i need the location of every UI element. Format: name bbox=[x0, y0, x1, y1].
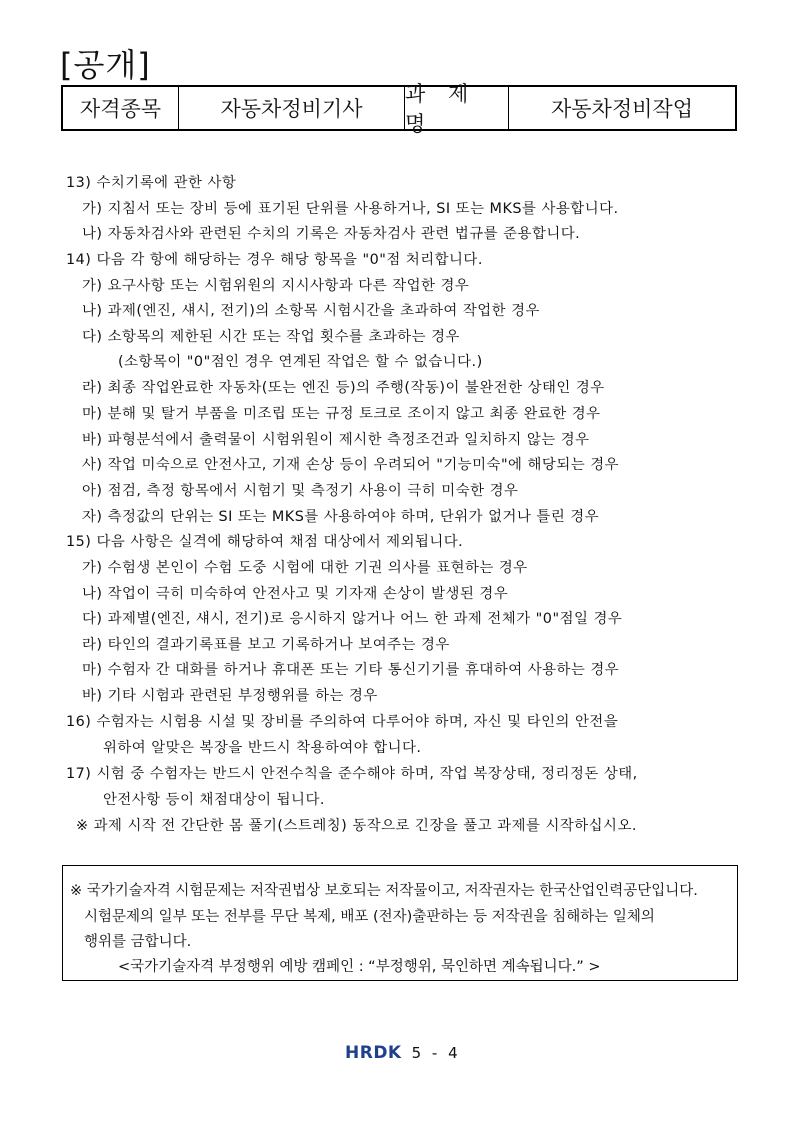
instruction-line: 가) 요구사항 또는 시험위원의 지시사항과 다른 작업한 경우 bbox=[82, 278, 470, 294]
hrdk-logo: HRDK bbox=[345, 1043, 402, 1063]
notice-line: ※ 국가기술자격 시험문제는 저작권법상 보호되는 저작물이고, 저작권자는 한국산업인력공단입니다. bbox=[70, 883, 698, 899]
public-tag: [공개] bbox=[60, 46, 151, 84]
instruction-line: 라) 최종 작업완료한 자동차(또는 엔진 등)의 주행(작동)이 불완전한 상태인 경우 bbox=[82, 380, 605, 396]
notice-line: <국가기술자격 부정행위 예방 캠페인 : “부정행위, 묵인하면 계속됩니다.” > bbox=[118, 959, 601, 975]
copyright-notice-box bbox=[62, 865, 738, 981]
instruction-line: ※ 과제 시작 전 간단한 몸 풀기(스트레칭) 동작으로 긴장을 풀고 과제를 시작하십시오. bbox=[76, 818, 637, 834]
instruction-line: 16) 수험자는 시험용 시설 및 장비를 주의하여 다루어야 하며, 자신 및 타인의 안전을 bbox=[66, 714, 619, 730]
instruction-line: 17) 시험 중 수험자는 반드시 안전수칙을 준수해야 하며, 작업 복장상태, 정리정돈 상태, bbox=[66, 766, 638, 782]
page-number: 5 - 4 bbox=[411, 1044, 461, 1062]
instruction-line: 가) 지침서 또는 장비 등에 표기된 단위를 사용하거나, SI 또는 MKS를 사용합니다. bbox=[82, 201, 619, 217]
instruction-line: 나) 자동차검사와 관련된 수치의 기록은 자동차검사 관련 법규를 준용합니다. bbox=[82, 226, 581, 242]
instruction-line: 사) 작업 미숙으로 안전사고, 기재 손상 등이 우려되어 "기능미숙"에 해당되는 경우 bbox=[82, 457, 620, 473]
instruction-line: 안전사항 등이 채점대상이 됩니다. bbox=[103, 792, 325, 808]
instruction-line: 14) 다음 각 항에 해당하는 경우 해당 항목을 "0"점 처리합니다. bbox=[66, 252, 483, 268]
task-name-label: 과 제 명 bbox=[405, 87, 509, 129]
instruction-line: 자) 측정값의 단위는 SI 또는 MKS를 사용하여야 하며, 단위가 없거나 틀린 경우 bbox=[82, 509, 600, 525]
qualification-label: 자격종목 bbox=[63, 87, 179, 129]
exam-info-table bbox=[61, 82, 737, 136]
instruction-line: 마) 분해 및 탈거 부품을 미조립 또는 규정 토크로 조이지 않고 최종 완료한 경우 bbox=[82, 406, 601, 422]
instruction-line: 라) 타인의 결과기록표를 보고 기록하거나 보여주는 경우 bbox=[82, 637, 450, 653]
instruction-line: 바) 기타 시험과 관련된 부정행위를 하는 경우 bbox=[82, 688, 378, 704]
instruction-line: 나) 과제(엔진, 섀시, 전기)의 소항목 시험시간을 초과하여 작업한 경우 bbox=[82, 303, 540, 319]
instruction-line: 가) 수험생 본인이 수험 도중 시험에 대한 기권 의사를 표현하는 경우 bbox=[82, 560, 528, 576]
page-footer bbox=[345, 1043, 461, 1063]
instruction-line: 15) 다음 사항은 실격에 해당하여 채점 대상에서 제외됩니다. bbox=[66, 534, 464, 550]
instruction-line: 다) 소항목의 제한된 시간 또는 작업 횟수를 초과하는 경우 bbox=[82, 329, 460, 345]
task-name-value: 자동차정비작업 bbox=[550, 97, 693, 121]
instruction-line: 나) 작업이 극히 미숙하여 안전사고 및 기자재 손상이 발생된 경우 bbox=[82, 586, 509, 602]
instruction-line: 13) 수치기록에 관한 사항 bbox=[66, 175, 237, 191]
instruction-line: 아) 점검, 측정 항목에서 시험기 및 측정기 사용이 극히 미숙한 경우 bbox=[82, 483, 519, 499]
instruction-line: 마) 수험자 간 대화를 하거나 휴대폰 또는 기타 통신기기를 휴대하여 사용하는 경우 bbox=[82, 662, 620, 678]
instruction-line: (소항목이 "0"점인 경우 연계된 작업은 할 수 없습니다.) bbox=[118, 354, 483, 370]
notice-line: 시험문제의 일부 또는 전부를 무단 복제, 배포 (전자)출판하는 등 저작권을 침해하는 일체의 bbox=[84, 909, 655, 925]
notice-line: 행위를 금합니다. bbox=[84, 934, 192, 950]
instruction-line: 위하여 알맞은 복장을 반드시 착용하여야 합니다. bbox=[103, 740, 422, 756]
instruction-line: 바) 파형분석에서 출력물이 시험위원이 제시한 측정조건과 일치하지 않는 경우 bbox=[82, 432, 590, 448]
instruction-line: 다) 과제별(엔진, 섀시, 전기)로 응시하지 않거나 어느 한 과제 전체가 "0"점일 경우 bbox=[82, 611, 623, 627]
qualification-value: 자동차정비기사 bbox=[179, 87, 405, 129]
